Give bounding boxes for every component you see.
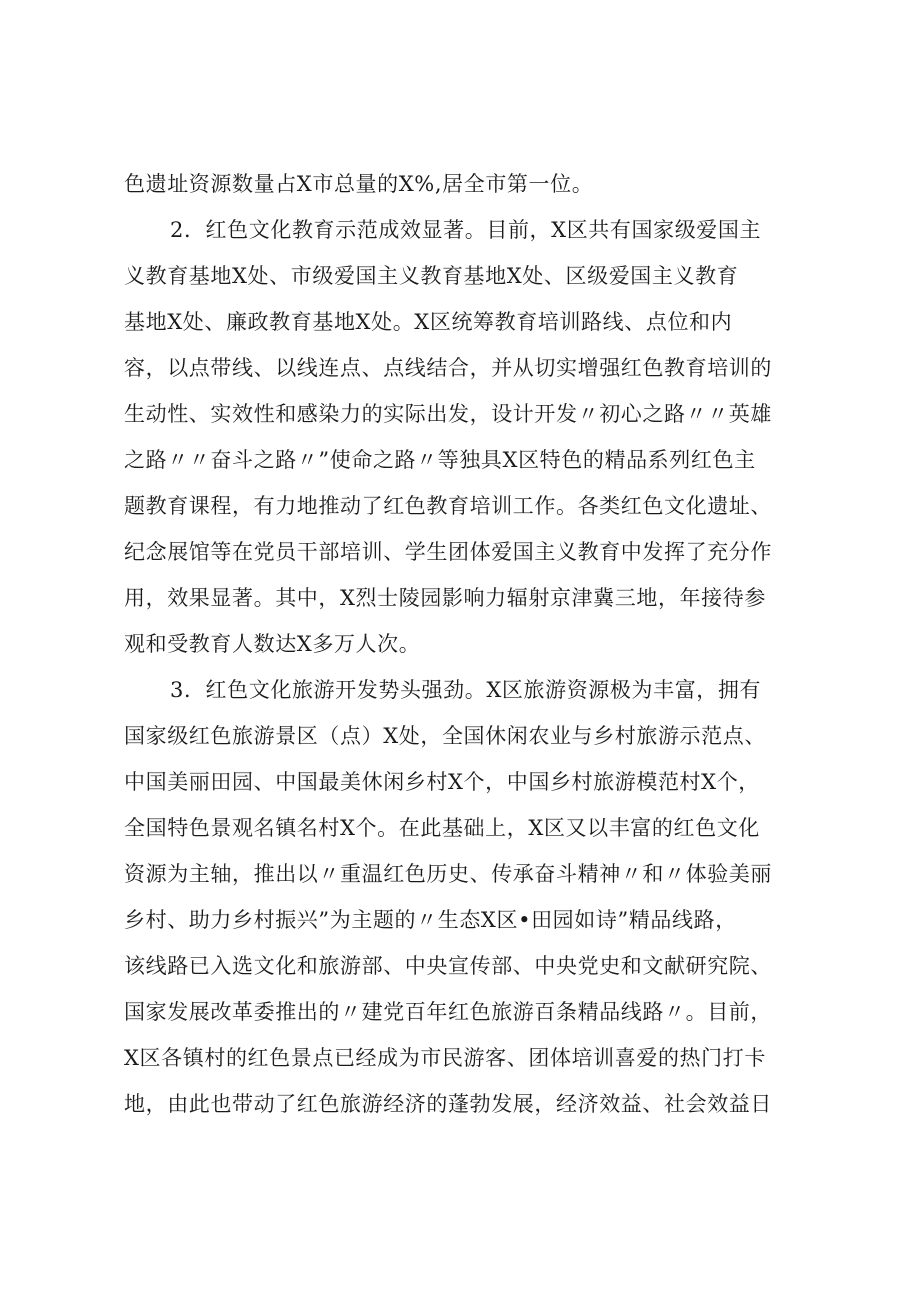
text-line: X区各镇村的红色景点已经成为市民游客、团体培训喜爱的热门打卡 xyxy=(124,1046,766,1070)
text-line: 国家级红色旅游景区（点）X处，全国休闲农业与乡村旅游示范点、 xyxy=(124,724,766,748)
paragraph-2-heading-line: 2．红色文化教育示范成效显著。目前，X区共有国家级爱国主 xyxy=(170,218,762,242)
text-line: 地，由此也带动了红色旅游经济的蓬勃发展，经济效益、社会效益日 xyxy=(124,1092,772,1116)
text-line: 乡村、助力乡村振兴”为主题的〃生态X区•田园如诗”精品线路， xyxy=(124,908,737,932)
text-line: 纪念展馆等在党员干部培训、学生团体爱国主义教育中发挥了充分作 xyxy=(124,540,772,564)
text-line: 全国特色景观名镇名村X个。在此基础上，X区又以丰富的红色文化 xyxy=(124,816,760,840)
paragraph-3-heading-line: 3．红色文化旅游开发势头强劲。X区旅游资源极为丰富，拥有 xyxy=(170,678,762,702)
text-line: 国家发展改革委推出的〃建党百年红色旅游百条精品线路〃。目前， xyxy=(124,1000,772,1024)
text-line: 题教育课程，有力地推动了红色教育培训工作。各类红色文化遗址、 xyxy=(124,494,772,518)
text-line: 义教育基地X处、市级爱国主义教育基地X处、区级爱国主义教育 xyxy=(124,264,739,288)
text-line: 生动性、实效性和感染力的实际出发，设计开发〃初心之路〃〃英雄 xyxy=(124,402,772,426)
text-line: 基地X处、廉政教育基地X处。X区统筹教育培训路线、点位和内 xyxy=(124,310,733,334)
text-line: 之路〃〃奋斗之路〃”使命之路〃等独具X区特色的精品系列红色主 xyxy=(124,448,756,472)
text-line: 用，效果显著。其中，X烈士陵园影响力辐射京津冀三地，年接待参 xyxy=(124,586,766,610)
text-line: 资源为主轴，推出以〃重温红色历史、传承奋斗精神〃和〃体验美丽 xyxy=(124,862,772,886)
text-line: 中国美丽田园、中国最美休闲乡村X个，中国乡村旅游模范村X个， xyxy=(124,770,760,794)
text-line: 观和受教育人数达X多万人次。 xyxy=(124,632,421,656)
text-line: 容，以点带线、以线连点、点线结合，并从切实增强红色教育培训的 xyxy=(124,356,772,380)
text-line: 色遗址资源数量占X市总量的X%,居全市第一位。 xyxy=(124,172,594,196)
text-line: 该线路已入选文化和旅游部、中央宣传部、中央党史和文献研究院、 xyxy=(124,954,772,978)
